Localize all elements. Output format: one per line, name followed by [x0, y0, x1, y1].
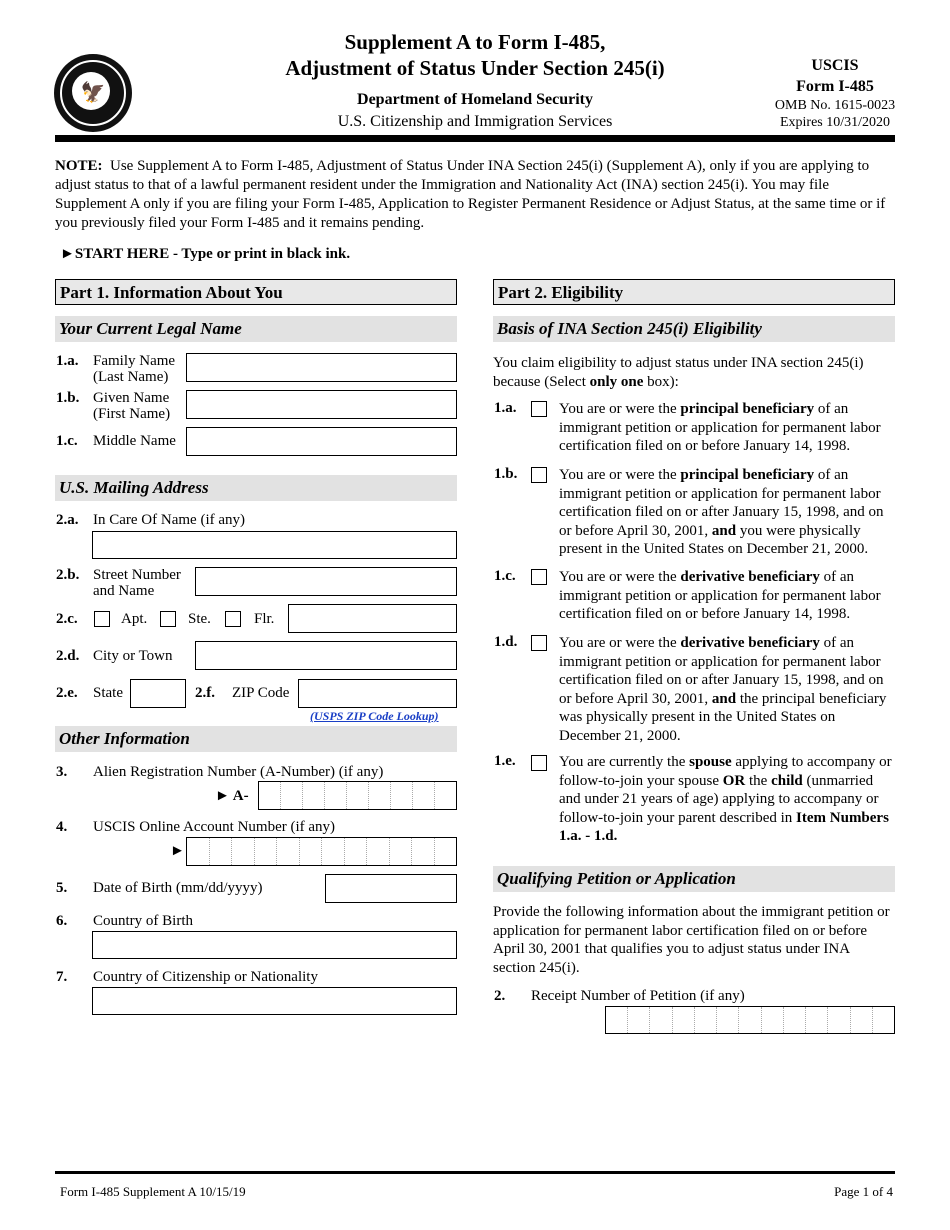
item-7-number: 7.: [56, 969, 68, 985]
citizenship-label: Country of Citizenship or Nationality: [93, 969, 318, 985]
city-input[interactable]: [195, 641, 457, 670]
family-name-label: Family Name (Last Name): [93, 353, 176, 385]
item-2c-number: 2.c.: [56, 611, 78, 627]
eligibility-1e-text: You are currently the spouse applying to accompany or follow-to-join your spouse OR the child (unmarried and under 21 years of age) applying to accompany or follow-to-join your parent described in Item Numbers 1.a. - 1.d.: [559, 754, 892, 845]
item-2a-number: 2.a.: [56, 512, 79, 528]
given-name-label: Given Name (First Name): [93, 390, 171, 422]
dob-label: Date of Birth (mm/dd/yyyy): [93, 880, 263, 896]
item-1d-elig-number: 1.d.: [494, 634, 518, 650]
eligibility-intro: You claim eligibility to adjust status under INA section 245(i) because (Select only one box):: [493, 355, 864, 390]
uscis-label: USCIS: [811, 57, 859, 74]
item-5-number: 5.: [56, 880, 68, 896]
item-1a-number: 1.a.: [56, 353, 79, 369]
agency-name: U.S. Citizenship and Immigration Services: [337, 113, 613, 130]
dhs-seal-icon: 🦅: [54, 54, 132, 132]
item-2f-number: 2.f.: [195, 685, 215, 701]
item-2b-number: 2.b.: [56, 567, 80, 583]
eligibility-1d-text: You are or were the derivative beneficiary of an immigrant petition or application for permanent labor certification filed on or after January 15, 1998, and on or before April 30, 2001, and the principal beneficiary was physically present in the United States on December 21, 2000.: [559, 635, 887, 744]
citizenship-input[interactable]: [92, 987, 457, 1015]
receipt-number-input[interactable]: [605, 1006, 895, 1034]
page-number: Page 1 of 4: [834, 1184, 893, 1199]
state-label: State: [93, 685, 123, 701]
eligibility-1c-checkbox[interactable]: [531, 569, 547, 585]
start-here: ►START HERE - Type or print in black ink.: [60, 246, 351, 262]
item-2e-number: 2.e.: [56, 685, 78, 701]
street-input[interactable]: [195, 567, 457, 596]
form-title-line2: Adjustment of Status Under Section 245(i): [285, 56, 665, 80]
header-rule: [55, 135, 895, 142]
qualifying-header: Qualifying Petition or Application: [493, 866, 895, 892]
item-1e-elig-number: 1.e.: [494, 753, 516, 769]
item-2d-number: 2.d.: [56, 648, 80, 664]
part1-header: Part 1. Information About You: [55, 279, 457, 305]
item-6-number: 6.: [56, 913, 68, 929]
mailing-address-header: U.S. Mailing Address: [55, 475, 457, 501]
eligibility-1d-checkbox[interactable]: [531, 635, 547, 651]
eligibility-1c-text: You are or were the derivative beneficiary of an immigrant petition or application for permanent labor certification filed on or before January 14, 1998.: [559, 569, 881, 623]
eligibility-1b-text: You are or were the principal beneficiary of an immigrant petition or application for permanent labor certification filed on or after January 15, 1998, and on or before April 30, 2001, and you were physically present in the United States on December 21, 2000.: [559, 467, 884, 558]
apt-checkbox[interactable]: [94, 611, 110, 627]
item-2-elig-number: 2.: [494, 988, 506, 1004]
ste-checkbox[interactable]: [160, 611, 176, 627]
item-3-number: 3.: [56, 764, 68, 780]
state-select[interactable]: [130, 679, 186, 708]
country-birth-label: Country of Birth: [93, 913, 193, 929]
a-number-input[interactable]: [258, 781, 457, 810]
in-care-of-input[interactable]: [92, 531, 457, 559]
a-number-label: Alien Registration Number (A-Number) (if any): [93, 764, 384, 780]
city-label: City or Town: [93, 648, 173, 664]
flr-checkbox[interactable]: [225, 611, 241, 627]
form-title-line1: Supplement A to Form I-485,: [344, 30, 606, 54]
footer-form-id: Form I-485 Supplement A 10/15/19: [60, 1184, 246, 1199]
street-label: Street Number and Name: [93, 567, 181, 599]
item-1c-number: 1.c.: [56, 433, 78, 449]
basis-header: Basis of INA Section 245(i) Eligibility: [493, 316, 895, 342]
flr-label: Flr.: [254, 611, 275, 627]
expiration-date: Expires 10/31/2020: [779, 115, 891, 130]
item-1b-elig-number: 1.b.: [494, 466, 518, 482]
omb-number: OMB No. 1615-0023: [774, 98, 896, 113]
zip-lookup-link[interactable]: (USPS ZIP Code Lookup): [310, 709, 439, 723]
a-number-prefix: ► A-: [215, 788, 249, 804]
item-4-number: 4.: [56, 819, 68, 835]
apt-label: Apt.: [121, 611, 148, 627]
online-account-input[interactable]: [186, 837, 457, 866]
family-name-input[interactable]: [186, 353, 457, 382]
other-info-header: Other Information: [55, 726, 457, 752]
note-paragraph: NOTE: Use Supplement A to Form I-485, Adjustment of Status Under INA Section 245(i) (Supplement A), only if you are applying to adjust status to that of a lawful permanent resident under the Immigration and Nationality Act (INA) section 245(i). You may file Supplement A only if you are filing your Form I-485, Application to Register Permanent Residence or Adjust Status, at the same time or if you previously filed your Form I-485 and it remains pending.: [55, 158, 886, 231]
in-care-of-label: In Care Of Name (if any): [93, 512, 246, 528]
ste-label: Ste.: [188, 611, 211, 627]
item-1b-number: 1.b.: [56, 390, 80, 406]
zip-label: ZIP Code: [232, 685, 290, 701]
arrow-icon: ►: [170, 843, 185, 859]
middle-name-label: Middle Name: [93, 433, 176, 449]
item-1c-elig-number: 1.c.: [494, 568, 516, 584]
dob-input[interactable]: [325, 874, 457, 903]
unit-number-input[interactable]: [288, 604, 457, 633]
eligibility-1a-checkbox[interactable]: [531, 401, 547, 417]
eligibility-1a-text: You are or were the principal beneficiary of an immigrant petition or application for permanent labor certification filed on or before January 14, 1998.: [559, 401, 881, 455]
eligibility-1b-checkbox[interactable]: [531, 467, 547, 483]
zip-input[interactable]: [298, 679, 457, 708]
qualifying-text: Provide the following information about the immigrant petition or application for permanent labor certification filed on or before April 30, 2001 that qualifies you to adjust status under INA section 245(i).: [493, 904, 890, 976]
legal-name-header: Your Current Legal Name: [55, 316, 457, 342]
department-name: Department of Homeland Security: [357, 91, 593, 108]
country-birth-input[interactable]: [92, 931, 457, 959]
eligibility-1e-checkbox[interactable]: [531, 755, 547, 771]
given-name-input[interactable]: [186, 390, 457, 419]
receipt-number-label: Receipt Number of Petition (if any): [531, 988, 745, 1004]
middle-name-input[interactable]: [186, 427, 457, 456]
form-number: Form I-485: [796, 78, 874, 95]
item-1a-elig-number: 1.a.: [494, 400, 517, 416]
part2-header: Part 2. Eligibility: [493, 279, 895, 305]
footer-rule: [55, 1171, 895, 1174]
online-account-label: USCIS Online Account Number (if any): [93, 819, 336, 835]
